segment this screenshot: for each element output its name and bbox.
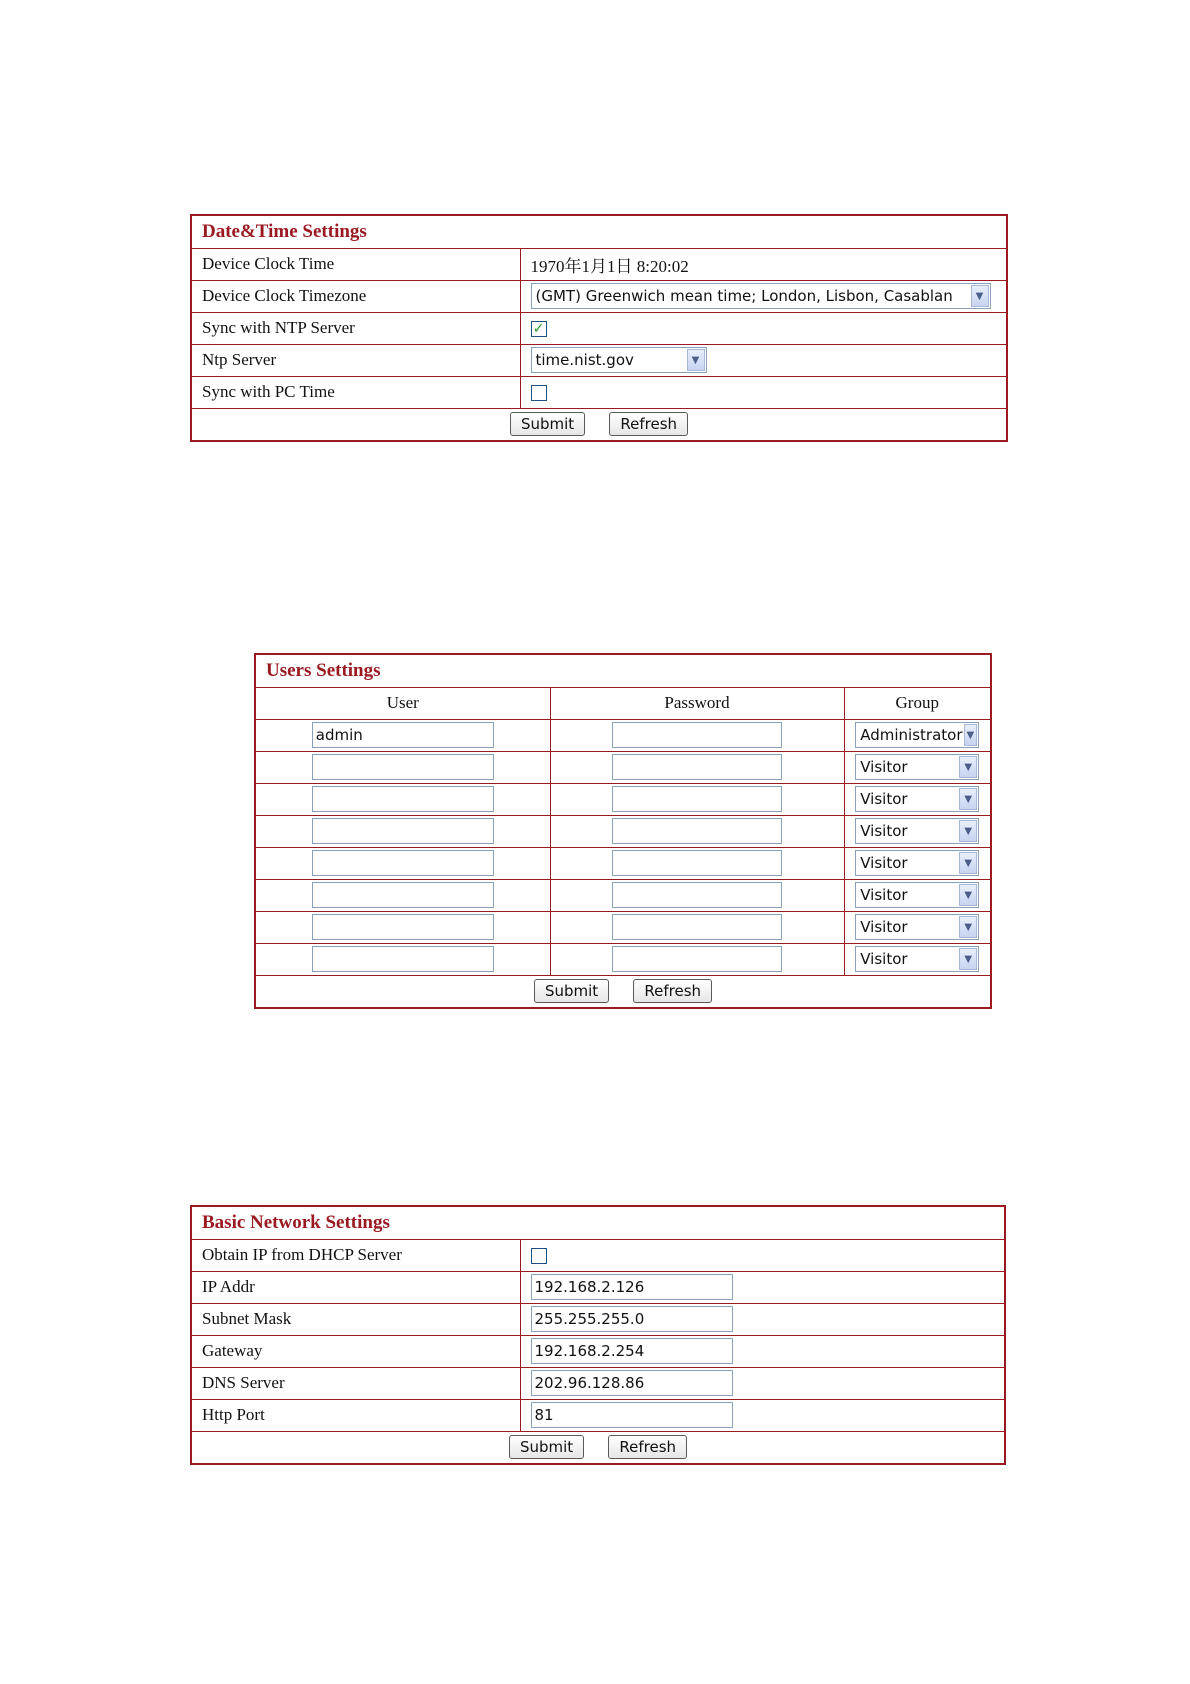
column-header-user: User <box>256 687 550 719</box>
user-input[interactable] <box>312 818 494 844</box>
datetime-settings-panel <box>190 214 1008 442</box>
column-header-group: Group <box>844 687 990 719</box>
table-row <box>256 879 990 911</box>
table-row <box>256 847 990 879</box>
password-input[interactable] <box>612 850 782 876</box>
table-row <box>256 719 990 751</box>
datetime-title: Date&Time Settings <box>202 220 367 242</box>
group-select-value: Visitor <box>860 886 908 904</box>
dns-server-label: DNS Server <box>192 1367 520 1399</box>
chevron-down-icon[interactable]: ▼ <box>959 852 977 874</box>
ntp-server-select[interactable] <box>531 347 707 373</box>
datetime-refresh-button[interactable]: Refresh <box>609 412 688 436</box>
group-select-value: Visitor <box>860 758 908 776</box>
column-header-password: Password <box>550 687 844 719</box>
users-submit-button[interactable]: Submit <box>534 979 609 1003</box>
pc-sync-checkbox[interactable] <box>531 385 547 401</box>
dns-server-input[interactable] <box>531 1370 733 1396</box>
group-select[interactable] <box>855 818 979 844</box>
password-input[interactable] <box>612 882 782 908</box>
chevron-down-icon[interactable]: ▼ <box>959 756 977 778</box>
dhcp-label: Obtain IP from DHCP Server <box>192 1239 520 1271</box>
ip-addr-label: IP Addr <box>192 1271 520 1303</box>
chevron-down-icon[interactable]: ▼ <box>964 724 978 746</box>
chevron-down-icon[interactable]: ▼ <box>959 788 977 810</box>
chevron-down-icon[interactable]: ▼ <box>959 916 977 938</box>
group-select[interactable] <box>855 914 979 940</box>
password-input[interactable] <box>612 946 782 972</box>
users-title: Users Settings <box>266 659 381 681</box>
ntp-sync-label: Sync with NTP Server <box>192 312 520 344</box>
chevron-down-icon[interactable]: ▼ <box>971 285 989 307</box>
password-input[interactable] <box>612 754 782 780</box>
checkmark-icon: ✓ <box>532 321 545 338</box>
chevron-down-icon[interactable]: ▼ <box>959 820 977 842</box>
group-select-value: Visitor <box>860 918 908 936</box>
ntp-server-label: Ntp Server <box>192 344 520 376</box>
pc-sync-label: Sync with PC Time <box>192 376 520 408</box>
user-input[interactable] <box>312 786 494 812</box>
timezone-label: Device Clock Timezone <box>192 280 520 312</box>
table-row <box>256 783 990 815</box>
users-settings-panel <box>254 653 992 1009</box>
table-row <box>256 943 990 975</box>
user-input[interactable] <box>312 882 494 908</box>
group-select[interactable] <box>855 946 979 972</box>
datetime-submit-button[interactable]: Submit <box>510 412 585 436</box>
chevron-down-icon[interactable]: ▼ <box>959 948 977 970</box>
user-input[interactable] <box>312 914 494 940</box>
gateway-input[interactable] <box>531 1338 733 1364</box>
table-row <box>256 911 990 943</box>
password-input[interactable] <box>612 722 782 748</box>
subnet-mask-label: Subnet Mask <box>192 1303 520 1335</box>
group-select-value: Visitor <box>860 790 908 808</box>
network-settings-panel <box>190 1205 1006 1465</box>
group-select-value: Administrator <box>860 726 963 744</box>
dhcp-checkbox[interactable] <box>531 1248 547 1264</box>
network-title: Basic Network Settings <box>202 1211 390 1233</box>
user-input[interactable] <box>312 946 494 972</box>
ip-addr-input[interactable] <box>531 1274 733 1300</box>
chevron-down-icon[interactable]: ▼ <box>959 884 977 906</box>
group-select[interactable] <box>855 786 979 812</box>
table-row <box>256 751 990 783</box>
password-input[interactable] <box>612 818 782 844</box>
group-select[interactable] <box>855 754 979 780</box>
clock-time-value: 1970年1月1日 8:20:02 <box>520 248 1006 280</box>
chevron-down-icon[interactable]: ▼ <box>687 349 705 371</box>
password-input[interactable] <box>612 914 782 940</box>
group-select[interactable] <box>855 882 979 908</box>
network-refresh-button[interactable]: Refresh <box>608 1435 687 1459</box>
user-input[interactable] <box>312 754 494 780</box>
timezone-select-value: (GMT) Greenwich mean time; London, Lisbon, Casablan <box>535 287 953 305</box>
network-submit-button[interactable]: Submit <box>509 1435 584 1459</box>
gateway-label: Gateway <box>192 1335 520 1367</box>
group-select-value: Visitor <box>860 854 908 872</box>
group-select[interactable] <box>855 850 979 876</box>
password-input[interactable] <box>612 786 782 812</box>
subnet-mask-input[interactable] <box>531 1306 733 1332</box>
timezone-select[interactable] <box>531 283 991 309</box>
table-row <box>256 815 990 847</box>
http-port-input[interactable] <box>531 1402 733 1428</box>
ntp-server-select-value: time.nist.gov <box>535 351 634 369</box>
group-select-value: Visitor <box>860 950 908 968</box>
user-input[interactable] <box>312 850 494 876</box>
group-select[interactable] <box>855 722 979 748</box>
clock-time-label: Device Clock Time <box>192 248 520 280</box>
ntp-sync-checkbox[interactable] <box>531 321 547 337</box>
group-select-value: Visitor <box>860 822 908 840</box>
user-input[interactable] <box>312 722 494 748</box>
http-port-label: Http Port <box>192 1399 520 1431</box>
users-refresh-button[interactable]: Refresh <box>633 979 712 1003</box>
